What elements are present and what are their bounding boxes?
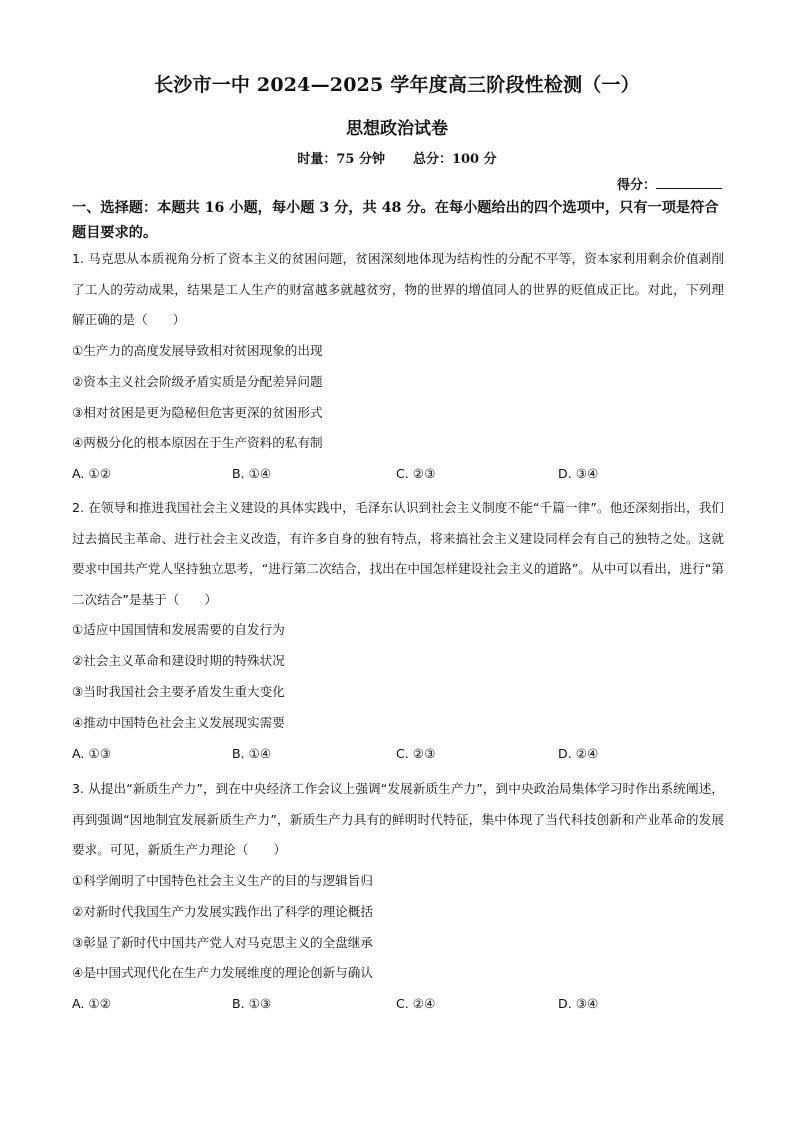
question-option: ④是中国式现代化在生产力发展维度的理论创新与确认 bbox=[72, 965, 373, 981]
question-option: ③彰显了新时代中国共产党人对马克思主义的全盘继承 bbox=[72, 934, 373, 950]
answer-choices bbox=[72, 739, 724, 769]
exam-meta bbox=[0, 148, 794, 167]
answer-choice-d[interactable]: D. ②④ bbox=[558, 745, 599, 761]
question-stem: 3. 从提出“新质生产力”，到在中央经济工作会议上强调“发展新质生产力”，到中央政治局集体学习时作出系统阐述，再到强调“因地制宜发展新质生产力”，新质生产力具有的鲜明时代特征，集中体现了当代科技创新和产业革命的发展要求。可见，新质生产力理论（ ） bbox=[72, 781, 724, 858]
answer-choice-c[interactable]: C. ②④ bbox=[396, 996, 436, 1012]
score-field bbox=[617, 174, 722, 193]
question-option: ①生产力的高度发展导致相对贫困现象的出现 bbox=[72, 342, 323, 358]
answer-choice-b[interactable]: B. ①④ bbox=[232, 745, 272, 761]
section-heading: 一、选择题：本题共 16 小题，每小题 3 分，共 48 分。在每小题给出的四个选项中，只有一项是符合题目要求的。 bbox=[72, 200, 719, 241]
question-option: ③当时我国社会主要矛盾发生重大变化 bbox=[72, 684, 285, 700]
answer-choices bbox=[72, 989, 724, 1019]
exam-time: 时量：75 分钟 bbox=[297, 152, 385, 167]
exam-total: 总分：100 分 bbox=[412, 152, 497, 167]
question-option: ②对新时代我国生产力发展实践作出了科学的理论概括 bbox=[72, 903, 373, 919]
question-option: ①适应中国国情和发展需要的自发行为 bbox=[72, 622, 285, 638]
question-1 bbox=[72, 244, 724, 489]
score-blank[interactable] bbox=[656, 176, 722, 189]
score-label: 得分： bbox=[616, 178, 656, 193]
answer-choice-d[interactable]: D. ③④ bbox=[558, 996, 599, 1012]
answer-choice-a[interactable]: A. ①② bbox=[72, 466, 111, 482]
answer-choice-a[interactable]: A. ①③ bbox=[72, 745, 111, 761]
question-3 bbox=[72, 774, 724, 1019]
exam-subtitle: 思想政治试卷 bbox=[346, 119, 448, 139]
question-option: ④推动中国特色社会主义发展现实需要 bbox=[72, 715, 285, 731]
question-option: ②资本主义社会阶级矛盾实质是分配差异问题 bbox=[72, 373, 323, 389]
answer-choice-c[interactable]: C. ②③ bbox=[396, 466, 436, 482]
question-2 bbox=[72, 493, 724, 769]
question-option: ④两极分化的根本原因在于生产资料的私有制 bbox=[72, 435, 323, 451]
answer-choice-c[interactable]: C. ②③ bbox=[396, 745, 436, 761]
question-option: ①科学阐明了中国特色社会主义生产的目的与逻辑旨归 bbox=[72, 872, 373, 888]
answer-choices bbox=[72, 459, 724, 489]
answer-choice-b[interactable]: B. ①④ bbox=[232, 466, 272, 482]
question-option: ②社会主义革命和建设时期的特殊状况 bbox=[72, 653, 285, 669]
answer-choice-a[interactable]: A. ①② bbox=[72, 996, 111, 1012]
answer-choice-d[interactable]: D. ③④ bbox=[558, 466, 599, 482]
question-stem: 2. 在领导和推进我国社会主义建设的具体实践中，毛泽东认识到社会主义制度不能“千篇一律”。他还深刻指出，我们过去搞民主革命、进行社会主义改造，有许多自身的独有特点，将来搞社会主义建设同样会有自己的独特之处。这就要求中国共产党人坚持独立思考，“进行第二次结合，找出在中国怎样建设社会主义的道路”。从中可以看出，进行“第二次结合”是基于（ ） bbox=[72, 500, 724, 607]
question-stem: 1. 马克思从本质视角分析了资本主义的贫困问题，贫困深刻地体现为结构性的分配不平等，资本家利用剩余价值剥削了工人的劳动成果，结果是工人生产的财富越多就越贫穷，物的世界的增值同人的世界的贬值成正比。对此，下列理解正确的是（ ） bbox=[72, 251, 724, 328]
question-option: ③相对贫困是更为隐秘但危害更深的贫困形式 bbox=[72, 404, 323, 420]
answer-choice-b[interactable]: B. ①③ bbox=[232, 996, 272, 1012]
exam-title: 长沙市一中 2024—2025 学年度高三阶段性检测（一） bbox=[154, 74, 640, 96]
